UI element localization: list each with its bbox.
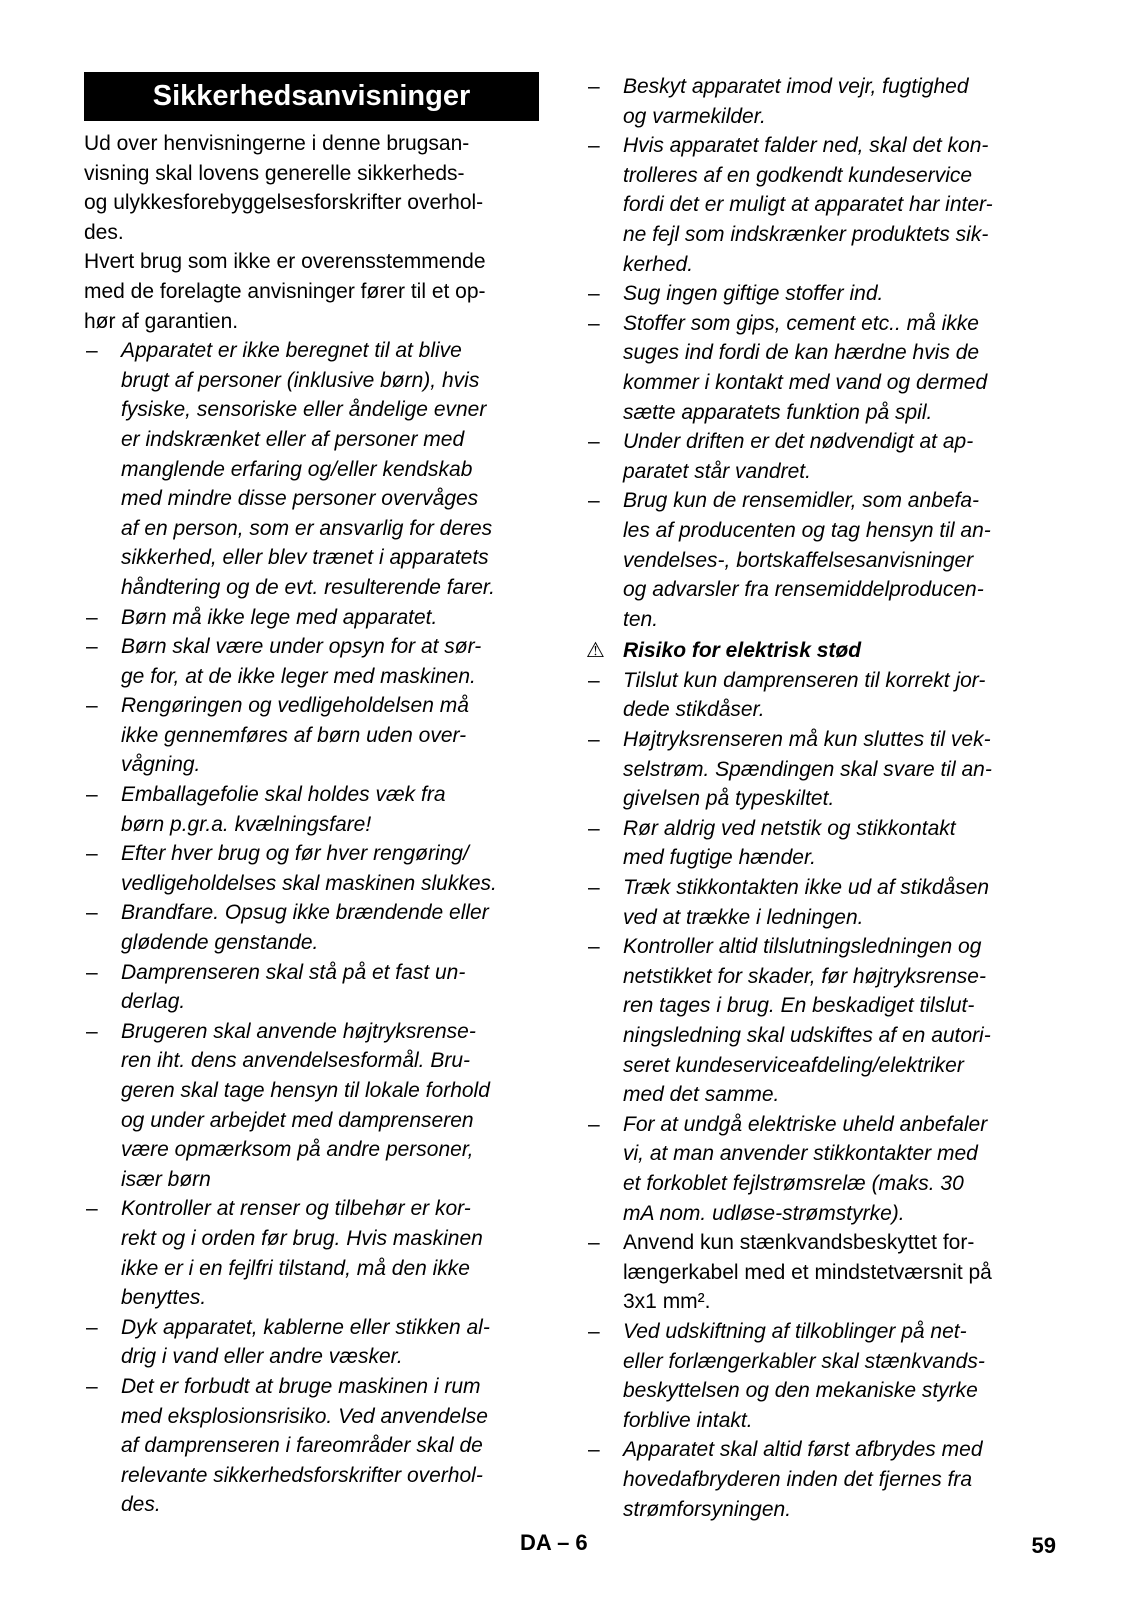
dash-bullet: – [86, 901, 98, 925]
list-item-text: Børn må ikke lege med apparatet. [121, 605, 438, 629]
list-item-text: Stoffer som gips, cement etc.. må ikke suges ind fordi de kan hærdne hvis de kommer i kontakt med vand og dermed sætte apparatets funktion på spil. [623, 311, 988, 424]
dash-bullet: – [86, 605, 98, 629]
list-item-text: Efter hver brug og før hver rengøring/ vedligeholdelses skal maskinen slukkes. [121, 842, 497, 895]
dash-bullet: – [588, 430, 600, 454]
dash-bullet: – [86, 1197, 98, 1221]
right-column [586, 72, 1056, 1524]
dash-bullet: – [588, 489, 600, 513]
list-item [586, 486, 1056, 634]
list-item-text: Under driften er det nødvendigt at ap- paratet står vandret. [623, 430, 974, 483]
list-item [586, 1228, 1056, 1317]
list-item-text: Det er forbudt at bruge maskinen i rum med eksplosionsrisiko. Ved anvendelse af damprenseren i fareområder skal de relevante sikkerhedsforskrifter overhol- des. [121, 1374, 488, 1517]
dash-bullet: – [588, 311, 600, 335]
dash-bullet: – [588, 134, 600, 158]
list-item-text: Apparatet er ikke beregnet til at blive brugt af personer (inklusive børn), hvis fysiske, sensoriske eller åndelige evner er indskrænket eller af personer med manglende erfaring og/eller kendskab med mindre disse personer overvåges af en person, som er ansvarlig for deres sikkerhed, eller blev trænet i apparatets håndtering og de evt. resulterende farer. [121, 339, 495, 599]
dash-bullet: – [86, 339, 98, 363]
dash-bullet: – [588, 1319, 600, 1343]
list-item-text: Kontroller altid tilslutningsledningen og netstikket for skader, før højtryksrense- ren tages i brug. En beskadiget tilslut- ningsledning skal udskiftes af en autori- seret kundeserviceafdeling/elektriker med det samme. [623, 935, 991, 1107]
list-item [84, 1372, 539, 1520]
list-item-text: Apparatet skal altid først afbrydes med hovedafbryderen inden det fjernes fra strømforsyningen. [623, 1438, 983, 1521]
electric-shock-warning-heading [586, 636, 1056, 666]
list-item [586, 427, 1056, 486]
list-item [84, 839, 539, 898]
left-list [84, 336, 539, 1520]
list-item [84, 958, 539, 1017]
dash-bullet: – [588, 1438, 600, 1462]
list-item-text: For at undgå elektriske uheld anbefaler vi, at man anvender stikkontakter med et forkoblet fejlstrømsrelæ (maks. 30 mA nom. udløse-strømstyrke). [623, 1112, 988, 1225]
warning-triangle-icon: ⚠ [586, 639, 605, 663]
list-item [586, 932, 1056, 1110]
dash-bullet: – [588, 1231, 600, 1255]
dash-bullet: – [86, 842, 98, 866]
dash-bullet: – [588, 1112, 600, 1136]
list-item [84, 691, 539, 780]
intro-paragraph-1: Ud over henvisningerne i denne brugsan- visning skal lovens generelle sikkerheds- og ulykkesforebyggelsesforskrifter overhol- des. [84, 132, 484, 244]
list-item-text: Emballagefolie skal holdes væk fra børn p.gr.a. kvælningsfare! [121, 783, 446, 836]
list-item-text: Kontroller at renser og tilbehør er kor- rekt og i orden før brug. Hvis maskinen ikke er i en fejlfri tilstand, må den ikke benyttes. [121, 1197, 483, 1310]
list-item [586, 814, 1056, 873]
list-item-text: Beskyt apparatet imod vejr, fugtighed og varmekilder. [623, 75, 969, 128]
section-page-label: DA – 6 [520, 1530, 588, 1555]
dash-bullet: – [588, 728, 600, 752]
list-item [586, 279, 1056, 309]
list-item [84, 1017, 539, 1195]
dash-bullet: – [588, 668, 600, 692]
page-number: 59 [1031, 1533, 1056, 1558]
list-item [586, 725, 1056, 814]
list-item [586, 309, 1056, 427]
intro-paragraph-2: Hvert brug som ikke er overensstemmende med de forelagte anvisninger fører til et op- hør af garantien. [84, 250, 486, 333]
list-item [84, 898, 539, 957]
list-item-text: Hvis apparatet falder ned, skal det kon- trolleres af en godkendt kundeservice fordi det er muligt at apparatet har inter- ne fejl som indskrænker produktets sik- kerhed. [623, 134, 993, 276]
list-item [586, 666, 1056, 725]
list-item-text: Ved udskiftning af tilkoblinger på net- eller forlængerkabler skal stænkvands- beskyttelsen og den mekaniske styrke forblive intakt. [623, 1319, 985, 1432]
dash-bullet: – [588, 935, 600, 959]
list-item [84, 336, 539, 602]
dash-bullet: – [86, 1315, 98, 1339]
dash-bullet: – [588, 282, 600, 306]
list-item-text: Tilslut kun damprenseren til korrekt jor- dede stikdåser. [623, 668, 986, 722]
dash-bullet: – [86, 635, 98, 659]
list-item [586, 131, 1056, 279]
list-item-text: Dyk apparatet, kablerne eller stikken al- drig i vand eller andre væsker. [121, 1315, 490, 1369]
left-column [84, 72, 539, 1520]
dash-bullet: – [86, 1019, 98, 1043]
list-item-text: Træk stikkontakten ikke ud af stikdåsen ved at trække i ledningen. [623, 876, 990, 929]
list-item-text: Brandfare. Opsug ikke brændende eller glødende genstande. [121, 901, 489, 955]
dash-bullet: – [86, 694, 98, 718]
dash-bullet: – [86, 783, 98, 807]
right-list-electrical [586, 666, 1056, 1524]
list-item-text: Damprenseren skal stå på et fast un- derlag. [121, 960, 466, 1014]
list-item [586, 1435, 1056, 1524]
list-item-text: Brug kun de rensemidler, som anbefa- les af producenten og tag hensyn til an- vendelses-, bortskaffelsesanvisninger og advarsler fra rensemiddelproducen- ten. [623, 489, 991, 631]
list-item [586, 873, 1056, 932]
dash-bullet: – [588, 816, 600, 840]
list-item [586, 1317, 1056, 1435]
dash-bullet: – [588, 876, 600, 900]
list-item [84, 1194, 539, 1312]
list-item-text: Børn skal være under opsyn for at sør- ge for, at de ikke leger med maskinen. [121, 635, 482, 688]
dash-bullet: – [588, 75, 600, 98]
list-item [84, 1313, 539, 1372]
list-item-text: Anvend kun stænkvandsbeskyttet for- længerkabel med et mindstetværsnit på 3x1 mm². [623, 1231, 992, 1314]
warning-title: Risiko for elektrisk stød [623, 639, 862, 663]
list-item-text: Rør aldrig ved netstik og stikkontakt med fugtige hænder. [623, 816, 956, 870]
list-item [586, 72, 1056, 131]
list-item-text: Brugeren skal anvende højtryksrense- ren iht. dens anvendelsesformål. Bru- geren skal tage hensyn til lokale forhold og under arbejdet med damprenseren være opmærksom på andre personer, især børn [121, 1019, 490, 1191]
dash-bullet: – [86, 1374, 98, 1398]
right-list-general [586, 72, 1056, 634]
section-heading: Sikkerhedsanvisninger [84, 72, 539, 121]
dash-bullet: – [86, 960, 98, 984]
list-item [84, 780, 539, 839]
list-item-text: Rengøringen og vedligeholdelsen må ikke gennemføres af børn uden over- vågning. [121, 694, 469, 777]
list-item [586, 1110, 1056, 1228]
list-item [84, 603, 539, 633]
list-item-text: Sug ingen giftige stoffer ind. [623, 282, 884, 306]
list-item-text: Højtryksrenseren må kun sluttes til vek- selstrøm. Spændingen skal svare til an- givelsen på typeskiltet. [623, 728, 992, 811]
list-item [84, 632, 539, 691]
